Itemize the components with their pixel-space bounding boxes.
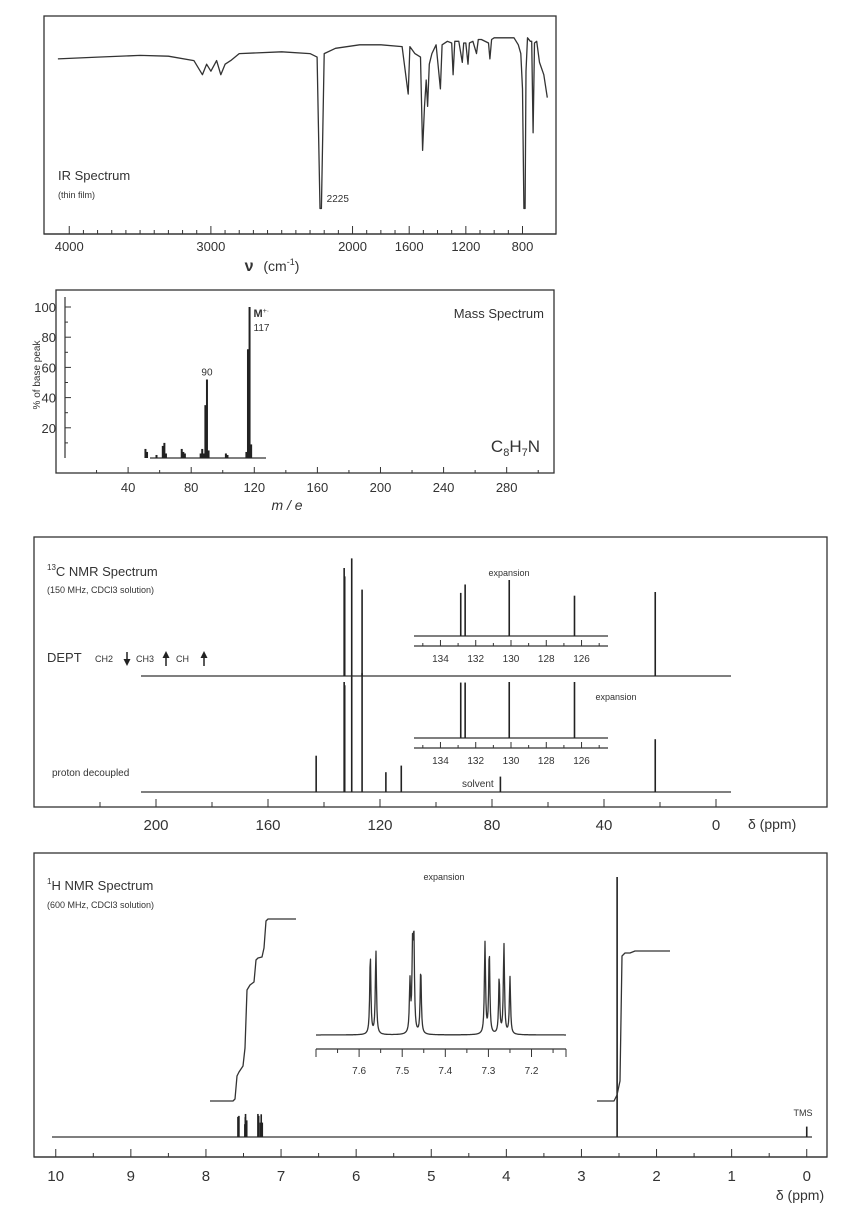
decoupled-expansion-inset <box>412 682 637 774</box>
up-arrow-icon <box>163 651 170 666</box>
ms-x-tick-label: 280 <box>495 480 518 495</box>
dept-legend <box>47 650 208 666</box>
ms-x-tick-label: 120 <box>243 480 266 495</box>
ms-y-tick-label: 40 <box>41 390 56 406</box>
tms-label: TMS <box>793 1108 813 1118</box>
decoupled-expansion-label: expansion <box>595 692 637 702</box>
ir-title: IR Spectrum <box>58 168 131 183</box>
decoupled-expansion-tick-label: 134 <box>432 756 449 767</box>
ir-subtitle: (thin film) <box>58 190 96 200</box>
dept-expansion-label: expansion <box>488 568 530 578</box>
ms-y-label: % of base peak <box>32 340 43 410</box>
h1-x-tick-label: 2 <box>652 1168 661 1185</box>
h1-x-tick-label: 5 <box>427 1168 436 1185</box>
ms-y-tick-label: 20 <box>41 420 56 436</box>
dept-label: DEPT <box>47 650 82 665</box>
h1-x-tick-label: 6 <box>351 1168 361 1185</box>
h1-x-tick-label: 8 <box>201 1168 211 1185</box>
down-arrow-icon <box>124 652 131 666</box>
decoupled-expansion-tick-label: 126 <box>573 756 590 767</box>
c13-x-tick-label: 80 <box>483 817 501 834</box>
ir-x-label <box>245 257 300 275</box>
ir-x-symbol: ν <box>244 258 254 275</box>
ms-x-label: m / e <box>271 497 303 513</box>
c13-x-tick-label: 160 <box>255 817 281 834</box>
c13-x-tick-label: 120 <box>367 817 393 834</box>
ir-spectrum-panel <box>44 16 556 275</box>
c13-title-sup: 13 <box>47 563 56 572</box>
ms-molecular-ion-m: M <box>253 308 263 320</box>
h1-x-tick-label: 3 <box>577 1168 586 1185</box>
ms-formula-c: C <box>490 437 504 456</box>
decoupled-expansion-tick-label: 128 <box>537 756 555 767</box>
h1-expansion-tick-label: 7.3 <box>481 1066 496 1077</box>
h1-expansion-tick-label: 7.5 <box>395 1066 410 1077</box>
ir-x-tick-label: 800 <box>511 239 534 254</box>
c13-subtitle: (150 MHz, CDCl3 solution) <box>47 585 155 595</box>
c13-nmr-panel <box>34 537 827 834</box>
ms-peak-label: 90 <box>201 367 213 379</box>
decoupled-expansion-tick-label: 130 <box>502 756 520 767</box>
h1-expansion-label: expansion <box>423 872 465 882</box>
h1-title-sup: 1 <box>47 877 52 886</box>
h1-x-tick-label: 7 <box>276 1168 286 1185</box>
c13-title-main: C NMR Spectrum <box>55 564 158 579</box>
ir-x-tick-label: 1600 <box>394 239 424 254</box>
h1-frame <box>34 853 827 1157</box>
ms-peak-label: 117 <box>253 323 270 334</box>
up-arrow-icon <box>201 651 208 666</box>
h1-subtitle: (600 MHz, CDCl3 solution) <box>47 900 155 910</box>
ms-molecular-ion-charge: +· <box>262 308 270 315</box>
ms-y-tick-label: 60 <box>41 360 56 376</box>
ms-peaks <box>145 307 269 458</box>
h1-peaks <box>238 877 807 1137</box>
ms-x-tick-label: 160 <box>306 480 329 495</box>
dept-legend-ch: CH <box>176 654 189 664</box>
ir-x-axis <box>44 226 556 254</box>
c13-title <box>47 563 158 579</box>
h1-x-axis <box>34 1149 827 1185</box>
decoupled-label: proton decoupled <box>52 768 130 779</box>
dept-expansion-tick-label: 134 <box>432 654 449 665</box>
c13-x-tick-label: 200 <box>143 817 169 834</box>
dept-expansion-tick-label: 132 <box>467 654 485 665</box>
h1-expansion-tick-label: 7.4 <box>438 1066 453 1077</box>
ir-frame <box>44 16 556 234</box>
ms-molecular-ion-label <box>254 308 270 320</box>
ir-x-tick-label: 2000 <box>338 239 367 254</box>
ir-x-unit: (cm <box>263 258 287 274</box>
ms-formula-c-count: 8 <box>503 447 510 459</box>
c13-x-tick-label: 0 <box>711 817 721 834</box>
dept-expansion-tick-label: 130 <box>502 654 520 665</box>
h1-methyl-integral <box>597 951 670 1101</box>
ir-x-tick-label: 1200 <box>451 239 481 254</box>
ms-y-tick-label: 80 <box>41 330 56 346</box>
ir-trace <box>58 38 547 209</box>
ms-formula-h: H <box>509 437 522 456</box>
h1-expansion-tick-label: 7.6 <box>352 1066 367 1077</box>
h1-x-label: δ (ppm) <box>775 1187 825 1203</box>
ir-x-close: ) <box>294 258 300 274</box>
ir-x-exp: -1 <box>286 257 295 267</box>
h1-x-tick-label: 9 <box>126 1168 136 1185</box>
ms-formula-n: N <box>527 437 540 456</box>
h1-x-tick-label: 10 <box>47 1168 65 1185</box>
ir-x-tick-label: 4000 <box>54 239 84 254</box>
dept-expansion-inset <box>412 568 610 665</box>
ir-x-tick-label: 3000 <box>196 239 226 254</box>
c13-x-axis <box>100 799 720 834</box>
decoupled-expansion-tick-label: 132 <box>467 756 485 767</box>
h1-expansion-trace <box>316 931 566 1035</box>
dept-expansion-tick-label: 126 <box>573 654 590 665</box>
ms-x-tick-label: 240 <box>432 480 455 495</box>
ms-y-tick-label: 100 <box>34 300 56 315</box>
c13-x-tick-label: 40 <box>595 817 613 834</box>
ms-title: Mass Spectrum <box>453 306 544 321</box>
h1-expansion-tick-label: 7.2 <box>524 1066 539 1077</box>
ms-formula-h-count: 7 <box>521 447 528 459</box>
mass-spectrum-panel <box>32 290 554 513</box>
solvent-label: solvent <box>462 779 494 790</box>
ms-x-tick-label: 80 <box>183 480 199 495</box>
c13-x-label: δ (ppm) <box>748 816 797 832</box>
ir-peak-label: 2225 <box>326 194 349 205</box>
ms-formula <box>491 437 540 459</box>
dept-legend-ch2: CH2 <box>95 654 114 664</box>
h1-x-tick-label: 4 <box>502 1168 511 1185</box>
ms-x-tick-label: 40 <box>120 480 136 495</box>
h1-nmr-panel <box>34 853 827 1203</box>
h1-title <box>47 877 153 893</box>
h1-x-tick-label: 1 <box>727 1168 736 1185</box>
h1-expansion-ticks <box>316 1049 566 1077</box>
dept-expansion-tick-label: 128 <box>537 654 555 665</box>
ms-x-tick-label: 200 <box>369 480 392 495</box>
ms-x-ticks <box>97 467 539 495</box>
dept-legend-ch3: CH3 <box>136 654 155 664</box>
h1-x-tick-label: 0 <box>802 1168 811 1185</box>
h1-expansion-inset <box>316 872 566 1077</box>
dept-expansion-bg <box>412 582 610 650</box>
h1-title-main: H NMR Spectrum <box>51 878 154 893</box>
h1-aromatic-integral <box>210 919 296 1101</box>
